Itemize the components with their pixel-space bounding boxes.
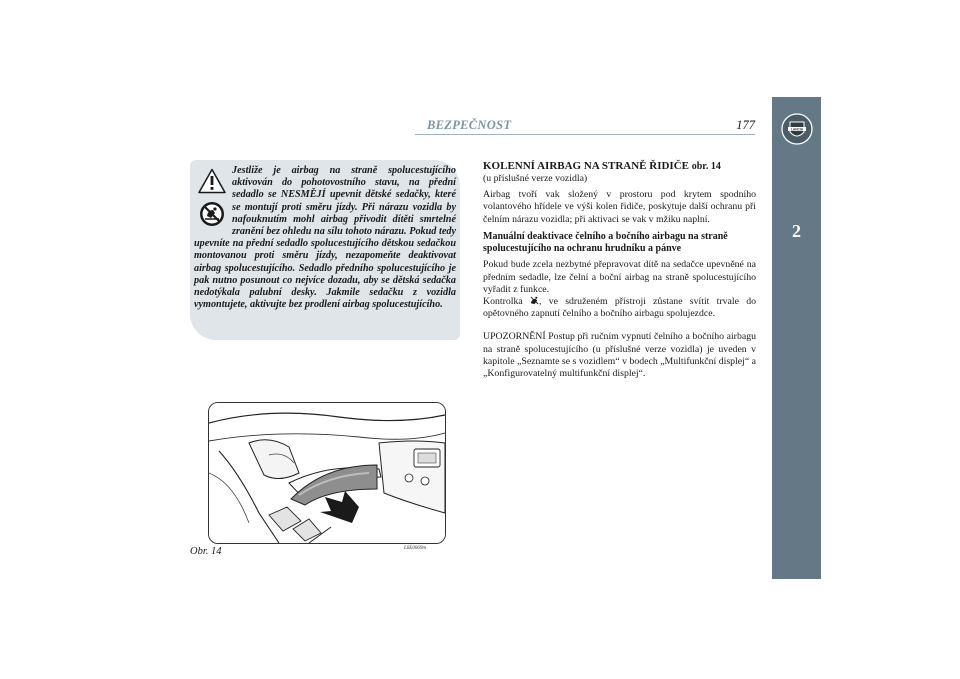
page-number: 177	[736, 118, 755, 132]
page-header	[415, 118, 755, 136]
section-heading	[483, 160, 756, 173]
chapter-number: 2	[792, 221, 801, 241]
warning-text: Jestliže je airbag na straně spolucestujícího aktivován do pohotovostního stavu, na přední sedadlo se NESMĚJÍ upevnit dětské sedačky, které se montují proti směru jízdy. Při nárazu vozidla by nafouknutím mohl airbag přivodit dítěti smrtelné zranění bez ohledu na sílu tohoto nárazu. Pokud tedy upevníte na přední sedadlo spolucestujícího dětskou sedačkou montovanou proti směru jízdy, nezapomeňte deaktivovat airbag spolucestujícího. Sedadlo předního spolucestujícího je pak nutno posunout co nejvíce dozadu, aby se dětská sedačka nedotýkala palubní desky. Jakmile sedačku z vozidla vymontujete, aktivujte bez prodlení airbag spolucestujícího.	[194, 165, 456, 311]
airbag-off-indicator-icon	[530, 296, 539, 305]
chapter-side-tab[interactable]	[772, 97, 821, 579]
indicator-paragraph: Kontrolka , ve sdruženém přístroji zůstane svítit trvale do opětovného zapnutí čelního a bočního airbagu spolujezdce.	[483, 296, 756, 320]
deactivation-paragraph: Pokud bude zcela nezbytné přepravovat dítě na sedačce upevněné na předním sedadle, lze čelní a boční airbag na straně spolucestujícího vyřadit z funkce.	[483, 259, 756, 295]
figure-caption: Obr. 14	[190, 546, 222, 557]
logo-lettering: LANCIA	[790, 127, 804, 132]
warning-box	[190, 160, 460, 340]
version-note: (u příslušné verze vozidla)	[483, 173, 588, 184]
section-title: BEZPEČNOST	[427, 118, 512, 132]
knee-airbag-paragraph: Airbag tvoří vak složený v prostoru pod krytem spodního volantového hřídele ve výši kolen řidiče, poskytuje další ochranu při čelním nárazu vozidla; při aktivaci se vak v mžiku naplní.	[483, 189, 756, 225]
knee-airbag-illustration	[209, 403, 445, 543]
figure-knee-airbag	[208, 402, 446, 544]
indicator-text-after: ve sdruženém přístroji zůstane svítit trvale do opětovného zapnutí čelního a bočního airbagu spolujezdce.	[483, 296, 756, 320]
content-column	[483, 160, 756, 380]
header-rule	[415, 134, 755, 135]
heading-text: KOLENNÍ AIRBAG NA STRANĚ ŘIDIČE	[483, 160, 689, 172]
heading-figure-ref[interactable]: obr. 14	[691, 161, 721, 172]
indicator-text-before: Kontrolka	[483, 296, 523, 308]
lancia-logo-icon	[781, 113, 813, 145]
figure-code: L0E0069m	[404, 546, 426, 551]
subheading-deactivation: Manuální deaktivace čelního a bočního airbagu na straně spolucestujícího na ochranu hrudníku a pánve	[483, 230, 728, 255]
notice-paragraph: UPOZORNĚNÍ Postup při ručním vypnutí čelního a bočního airbagu na straně spolucestujícího (u příslušné verze vozidla) je uveden v kapitole „Seznamte se s vozidlem“ v bodech „Multifunkční displej“ a „Konfigurovatelný multifunkční displej“.	[483, 331, 756, 380]
